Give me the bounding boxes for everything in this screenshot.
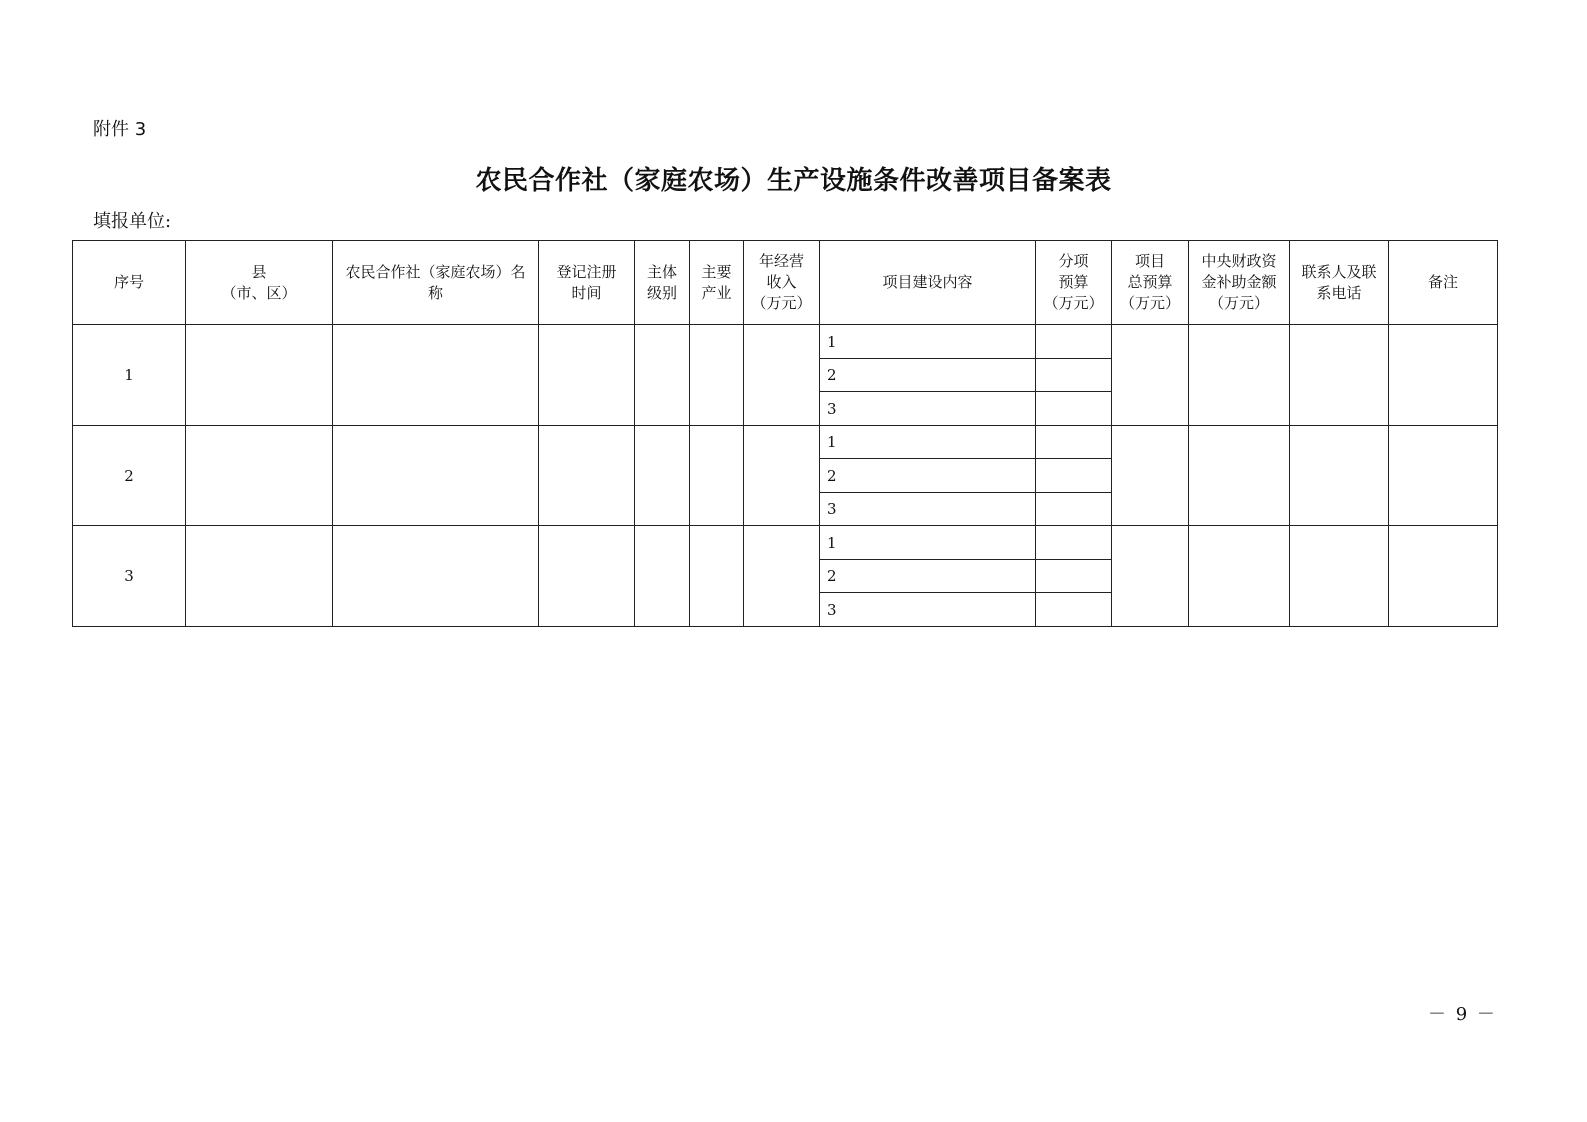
item-budget-cell[interactable] — [1036, 358, 1112, 392]
attachment-label: 附件 3 — [93, 119, 147, 140]
coop-name-cell[interactable] — [333, 425, 539, 526]
central-subsidy-cell[interactable] — [1189, 526, 1290, 627]
table-header-row — [73, 241, 1498, 325]
project-item-cell[interactable]: 1 — [820, 425, 1036, 459]
entity-level-cell[interactable] — [635, 425, 690, 526]
contact-cell[interactable] — [1290, 526, 1389, 627]
project-item-cell[interactable]: 2 — [820, 559, 1036, 593]
seq-cell: 3 — [73, 526, 186, 627]
main-industry-cell[interactable] — [690, 325, 744, 426]
header-coop-name: 农民合作社（家庭农场）名 称 — [333, 241, 539, 325]
header-item-budget: 分项 预算 （万元） — [1036, 241, 1112, 325]
total-budget-cell[interactable] — [1112, 526, 1189, 627]
remarks-cell[interactable] — [1389, 425, 1498, 526]
entity-level-cell[interactable] — [635, 526, 690, 627]
project-item-cell[interactable]: 2 — [820, 459, 1036, 493]
header-annual-income: 年经营 收入 （万元） — [744, 241, 820, 325]
annual-income-cell[interactable] — [744, 325, 820, 426]
item-budget-cell[interactable] — [1036, 559, 1112, 593]
contact-cell[interactable] — [1290, 325, 1389, 426]
central-subsidy-cell[interactable] — [1189, 425, 1290, 526]
main-industry-cell[interactable] — [690, 425, 744, 526]
table-row — [73, 425, 1498, 459]
reg-time-cell[interactable] — [539, 325, 635, 426]
fill-unit-label: 填报单位: — [93, 211, 172, 232]
header-remarks: 备注 — [1389, 241, 1498, 325]
coop-name-cell[interactable] — [333, 526, 539, 627]
project-item-cell[interactable]: 3 — [820, 392, 1036, 426]
header-entity-level: 主体 级别 — [635, 241, 690, 325]
filing-table — [72, 240, 1498, 627]
seq-cell: 1 — [73, 325, 186, 426]
header-county: 县 （市、区） — [186, 241, 333, 325]
contact-cell[interactable] — [1290, 425, 1389, 526]
county-cell[interactable] — [186, 425, 333, 526]
entity-level-cell[interactable] — [635, 325, 690, 426]
item-budget-cell[interactable] — [1036, 392, 1112, 426]
item-budget-cell[interactable] — [1036, 459, 1112, 493]
header-project-content: 项目建设内容 — [820, 241, 1036, 325]
item-budget-cell[interactable] — [1036, 325, 1112, 359]
seq-cell: 2 — [73, 425, 186, 526]
total-budget-cell[interactable] — [1112, 425, 1189, 526]
table-row — [73, 526, 1498, 560]
coop-name-cell[interactable] — [333, 325, 539, 426]
annual-income-cell[interactable] — [744, 526, 820, 627]
header-central-subsidy: 中央财政资 金补助金额 （万元） — [1189, 241, 1290, 325]
project-item-cell[interactable]: 2 — [820, 358, 1036, 392]
header-main-industry: 主要 产业 — [690, 241, 744, 325]
page-title: 农民合作社（家庭农场）生产设施条件改善项目备案表 — [475, 166, 1112, 196]
header-reg-time: 登记注册 时间 — [539, 241, 635, 325]
central-subsidy-cell[interactable] — [1189, 325, 1290, 426]
table-row — [73, 325, 1498, 359]
annual-income-cell[interactable] — [744, 425, 820, 526]
item-budget-cell[interactable] — [1036, 593, 1112, 627]
reg-time-cell[interactable] — [539, 425, 635, 526]
total-budget-cell[interactable] — [1112, 325, 1189, 426]
item-budget-cell[interactable] — [1036, 492, 1112, 526]
project-item-cell[interactable]: 1 — [820, 325, 1036, 359]
reg-time-cell[interactable] — [539, 526, 635, 627]
page-number: － 9 － — [1428, 1004, 1497, 1025]
project-item-cell[interactable]: 3 — [820, 593, 1036, 627]
header-total-budget: 项目 总预算 （万元） — [1112, 241, 1189, 325]
remarks-cell[interactable] — [1389, 526, 1498, 627]
county-cell[interactable] — [186, 325, 333, 426]
main-industry-cell[interactable] — [690, 526, 744, 627]
item-budget-cell[interactable] — [1036, 526, 1112, 560]
remarks-cell[interactable] — [1389, 325, 1498, 426]
project-item-cell[interactable]: 1 — [820, 526, 1036, 560]
item-budget-cell[interactable] — [1036, 425, 1112, 459]
header-contact: 联系人及联 系电话 — [1290, 241, 1389, 325]
header-seq: 序号 — [73, 241, 186, 325]
project-item-cell[interactable]: 3 — [820, 492, 1036, 526]
county-cell[interactable] — [186, 526, 333, 627]
